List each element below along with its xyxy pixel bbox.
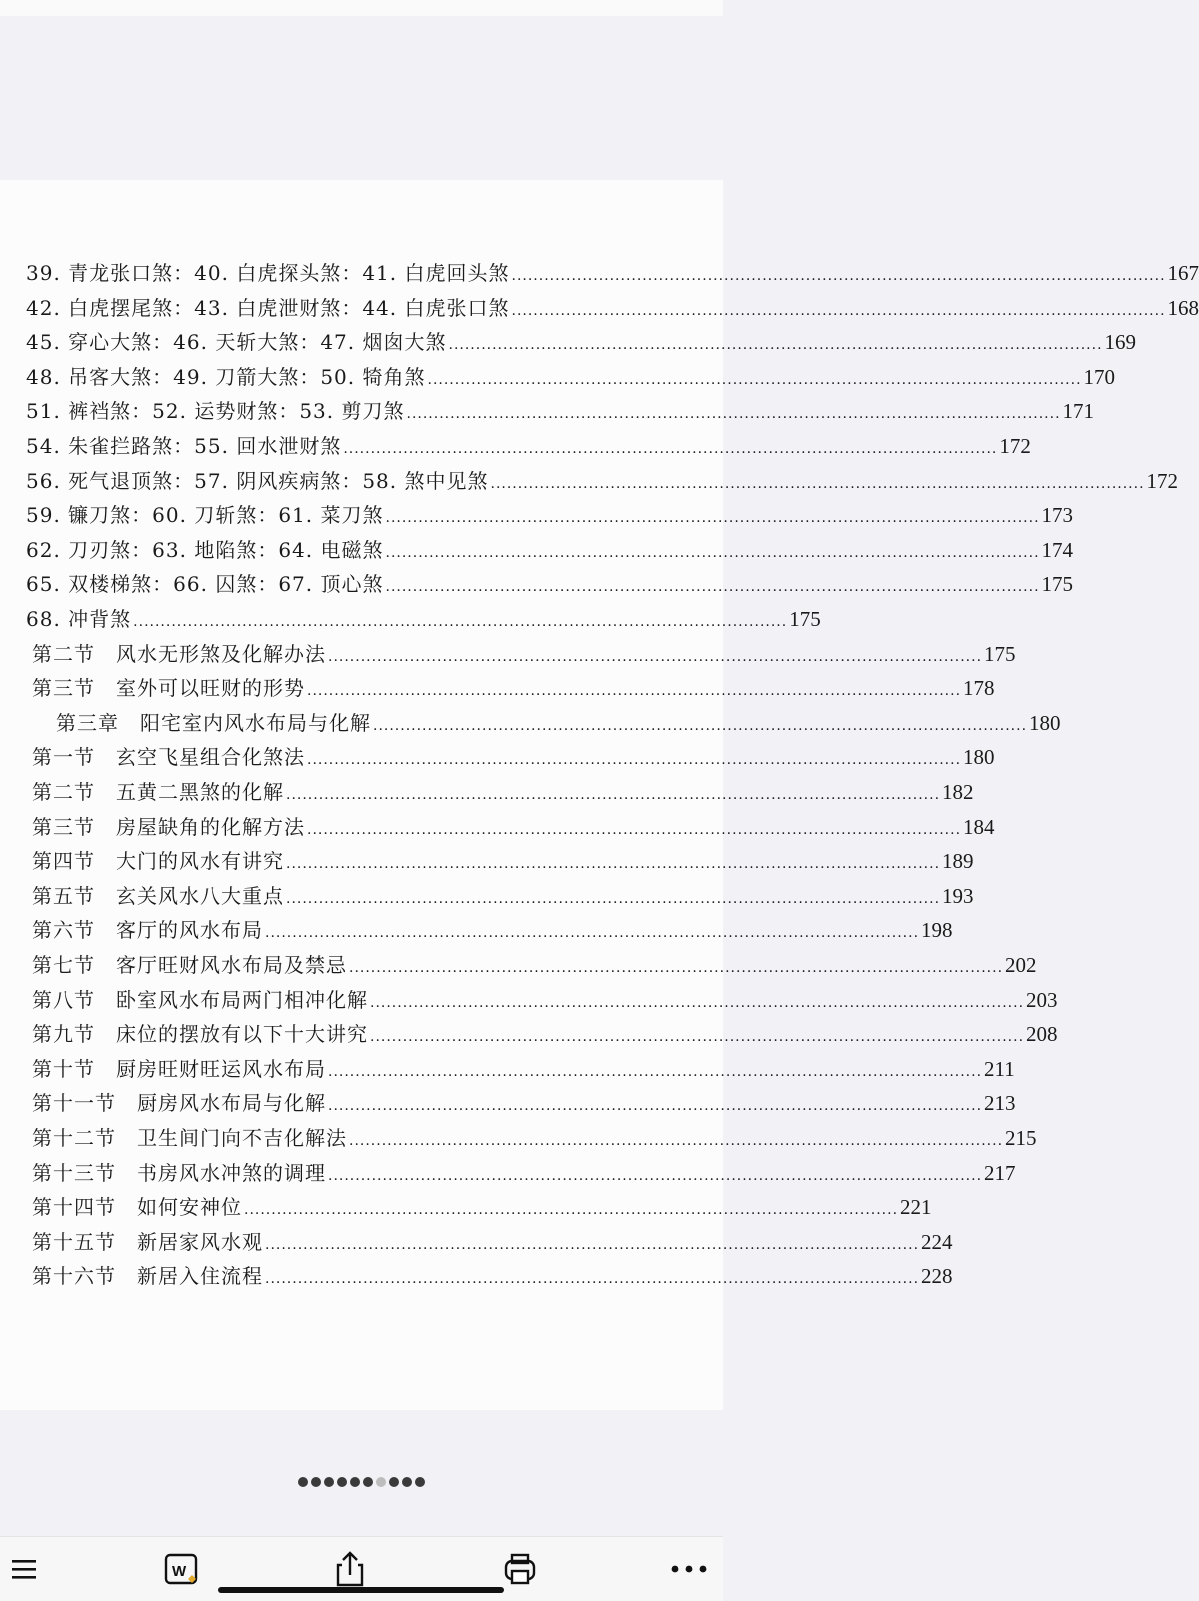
wps-edit-icon	[162, 1549, 202, 1589]
home-indicator	[218, 1587, 504, 1593]
toc-entry	[26, 396, 1095, 426]
toc-entry-page: 184	[963, 814, 995, 839]
toc-entry	[26, 293, 1199, 323]
toc-entry-title: 第二节 五黄二黑煞的化解	[32, 780, 284, 804]
toc-entry-title: 42. 白虎摆尾煞：43. 白虎泄财煞：44. 白虎张口煞	[26, 295, 510, 320]
toc-entry-title: 第六节 客厅的风水布局	[32, 918, 263, 943]
page-dot[interactable]	[389, 1477, 399, 1487]
toc-entry-title: 65. 双楼梯煞：66. 囚煞：67. 顶心煞	[26, 572, 384, 597]
toc-entry	[32, 1123, 1037, 1153]
toc-entry-title: 第十一节 厨房风水布局与化解	[32, 1091, 326, 1116]
toc-leader-dots: ........................................................................................................................	[286, 856, 941, 873]
toc-leader-dots: ........................................................................................................................	[265, 1236, 920, 1253]
toc-leader-dots: ........................................................................................................................	[328, 1167, 983, 1184]
print-scan-button[interactable]	[496, 1547, 544, 1591]
toc-leader-dots: ........................................................................................................................	[406, 406, 1061, 423]
toc-entry	[32, 915, 953, 945]
toc-entry	[32, 1019, 1058, 1049]
toc-entry-title: 第八节 卧室风水布局两门相冲化解	[32, 987, 368, 1012]
toc-leader-dots: ........................................................................................................................	[370, 994, 1025, 1011]
toc-entry	[32, 950, 1037, 980]
toc-entry-title: 第十四节 如何安神位	[32, 1195, 242, 1220]
toc-entry	[26, 258, 1199, 288]
page-dot[interactable]	[350, 1477, 360, 1487]
toc-leader-dots: ........................................................................................................................	[265, 1271, 920, 1288]
toc-entry	[32, 1088, 1016, 1118]
toc-leader-dots: ........................................................................................................................	[427, 371, 1082, 388]
toc-entry	[56, 708, 1061, 738]
toc-entry-page: 213	[984, 1091, 1016, 1116]
toc-leader-dots: ........................................................................................................................	[244, 1202, 899, 1219]
page-dot[interactable]	[376, 1477, 386, 1487]
toc-leader-dots: ........................................................................................................................	[385, 579, 1040, 596]
toc-entry	[26, 431, 1031, 461]
page-dot[interactable]	[415, 1477, 425, 1487]
toc-entry-title: 第三章 阳宅室内风水布局与化解	[56, 710, 371, 735]
page-dot[interactable]	[298, 1477, 308, 1487]
toc-entry-page: 167	[1167, 261, 1199, 285]
page-dot[interactable]	[324, 1477, 334, 1487]
toc-entry	[32, 1261, 953, 1291]
toc-entry-page: 202	[1005, 953, 1037, 977]
toc-entry-page: 215	[1005, 1126, 1037, 1150]
toc-entry	[32, 881, 974, 911]
toc-leader-dots: ........................................................................................................................	[511, 302, 1166, 319]
menu-button[interactable]	[0, 1547, 48, 1591]
toc-leader-dots: ........................................................................................................................	[511, 268, 1166, 284]
toc-leader-dots: ........................................................................................................................	[370, 1029, 1025, 1046]
toc-entry-title: 51. 裤裆煞：52. 运势财煞：53. 剪刀煞	[26, 399, 405, 424]
toc-entry	[32, 777, 974, 807]
wps-edit-button[interactable]	[158, 1547, 206, 1591]
toc-entry	[26, 362, 1116, 392]
toc-entry	[26, 569, 1074, 599]
toc-entry	[26, 604, 821, 634]
toc-entry-title: 56. 死气退顶煞：57. 阴风疾病煞：58. 煞中见煞	[26, 468, 489, 493]
toc-entry-page: 203	[1026, 987, 1058, 1012]
toc-leader-dots: ........................................................................................................................	[385, 510, 1040, 527]
page-indicator[interactable]	[0, 1470, 723, 1494]
page-dot[interactable]	[311, 1477, 321, 1487]
toc-entry	[32, 846, 974, 876]
toc-entry-page: 224	[921, 1229, 953, 1254]
toc-entry-page: 174	[1041, 537, 1074, 562]
toc-entry-page: 172	[999, 434, 1031, 458]
toc-entry-title: 第五节 玄关风水八大重点	[32, 883, 284, 908]
toc-entry	[32, 639, 1016, 669]
toc-entry-title: 68. 冲背煞	[26, 607, 132, 631]
toc-entry-page: 175	[984, 641, 1016, 666]
toc-entry-title: 第三节 室外可以旺财的形势	[32, 676, 305, 701]
toc-entry-title: 第四节 大门的风水有讲究	[32, 849, 284, 874]
toc-entry	[32, 742, 995, 772]
toc-entry-page: 198	[921, 918, 953, 943]
toc-entry	[32, 985, 1058, 1015]
toc-entry-page: 173	[1041, 503, 1074, 528]
toc-entry-page: 175	[789, 607, 821, 631]
toc-entry-page: 217	[984, 1160, 1016, 1185]
more-icon	[667, 1559, 711, 1579]
toc-leader-dots: ........................................................................................................................	[349, 1133, 1004, 1149]
toc-entry-page: 178	[963, 676, 995, 701]
menu-icon	[10, 1555, 38, 1583]
toc-leader-dots: ........................................................................................................................	[448, 337, 1103, 354]
toc-entry-page: 168	[1167, 295, 1199, 320]
toc-entry-page: 221	[900, 1195, 932, 1220]
toc-entry-title: 第一节 玄空飞星组合化煞法	[32, 745, 305, 770]
toc-entry-title: 54. 朱雀拦路煞：55. 回水泄财煞	[26, 434, 342, 458]
toc-entry	[26, 327, 1137, 357]
toc-entry	[26, 500, 1074, 530]
page-dot[interactable]	[402, 1477, 412, 1487]
toc-leader-dots: ........................................................................................................................	[307, 752, 962, 769]
toc-entry	[26, 466, 1179, 496]
toc-leader-dots: ........................................................................................................................	[373, 717, 1028, 734]
toc-entry-title: 48. 吊客大煞：49. 刀箭大煞：50. 犄角煞	[26, 364, 426, 389]
toc-entry-page: 189	[942, 849, 974, 874]
toc-entry-page: 228	[921, 1264, 953, 1289]
toc-entry-title: 第三节 房屋缺角的化解方法	[32, 814, 305, 839]
toc-leader-dots: ........................................................................................................................	[307, 683, 962, 700]
toc-leader-dots: ........................................................................................................................	[286, 787, 941, 803]
toc-entry-page: 208	[1026, 1022, 1058, 1047]
toc-entry-page: 211	[984, 1056, 1015, 1081]
more-button[interactable]	[665, 1547, 713, 1591]
toc-entry-page: 172	[1146, 468, 1179, 493]
toc-entry-title: 第十五节 新居家风水观	[32, 1229, 263, 1254]
toc-leader-dots: ........................................................................................................................	[343, 441, 998, 457]
share-icon	[330, 1549, 370, 1589]
toc-entry	[32, 1192, 932, 1222]
toc-entry	[32, 812, 995, 842]
share-button[interactable]	[326, 1547, 374, 1591]
toc-entry	[32, 1158, 1016, 1188]
page-dot[interactable]	[363, 1477, 373, 1487]
toc-entry-page: 193	[942, 883, 974, 908]
document-page	[0, 180, 1199, 1410]
toc-entry-title: 第九节 床位的摆放有以下十大讲究	[32, 1022, 368, 1047]
toc-entry-title: 第十三节 书房风水冲煞的调理	[32, 1160, 326, 1185]
toc-entry	[32, 1054, 1015, 1084]
toc-entry-page: 175	[1041, 572, 1074, 597]
toc-leader-dots: ........................................................................................................................	[133, 614, 788, 630]
toc-entry-page: 180	[1029, 710, 1061, 735]
toc-entry-page: 170	[1083, 364, 1116, 389]
toc-entry-title: 45. 穿心大煞：46. 天斩大煞：47. 烟囱大煞	[26, 330, 447, 355]
toc-entry-title: 62. 刀刃煞：63. 地陷煞：64. 电磁煞	[26, 537, 384, 562]
toc-leader-dots: ........................................................................................................................	[265, 925, 920, 942]
toc-leader-dots: ........................................................................................................................	[328, 648, 983, 665]
toc-entry-page: 171	[1062, 399, 1095, 424]
toc-entry	[32, 673, 995, 703]
toc-entry-title: 第十二节 卫生间门向不吉化解法	[32, 1126, 347, 1150]
toc-entry-title: 第七节 客厅旺财风水布局及禁忌	[32, 953, 347, 977]
toc-leader-dots: ........................................................................................................................	[286, 890, 941, 907]
toc-entry	[32, 1227, 953, 1257]
page-dot[interactable]	[337, 1477, 347, 1487]
toc-entry-page: 182	[942, 780, 974, 804]
toc-entry-title: 59. 镰刀煞：60. 刀斩煞：61. 菜刀煞	[26, 503, 384, 528]
toc-entry-page: 169	[1104, 330, 1137, 355]
toc-leader-dots: ........................................................................................................................	[349, 960, 1004, 976]
toc-entry	[26, 535, 1074, 565]
top-strip	[0, 0, 723, 16]
toc-entry-page: 180	[963, 745, 995, 770]
toc-leader-dots: ........................................................................................................................	[307, 821, 962, 838]
toc-entry-title: 39. 青龙张口煞：40. 白虎探头煞：41. 白虎回头煞	[26, 261, 510, 285]
svg-text:W: W	[172, 1563, 187, 1580]
toc-leader-dots: ........................................................................................................................	[328, 1098, 983, 1115]
toc-leader-dots: ........................................................................................................................	[385, 544, 1040, 561]
toc-entry-title: 第十六节 新居入住流程	[32, 1264, 263, 1289]
print-scan-icon	[500, 1549, 540, 1589]
toc-entry-title: 第二节 风水无形煞及化解办法	[32, 641, 326, 666]
toc-entry-title: 第十节 厨房旺财旺运风水布局	[32, 1056, 326, 1081]
toc-leader-dots: ........................................................................................................................	[328, 1063, 983, 1080]
toc-leader-dots: ........................................................................................................................	[490, 475, 1145, 492]
